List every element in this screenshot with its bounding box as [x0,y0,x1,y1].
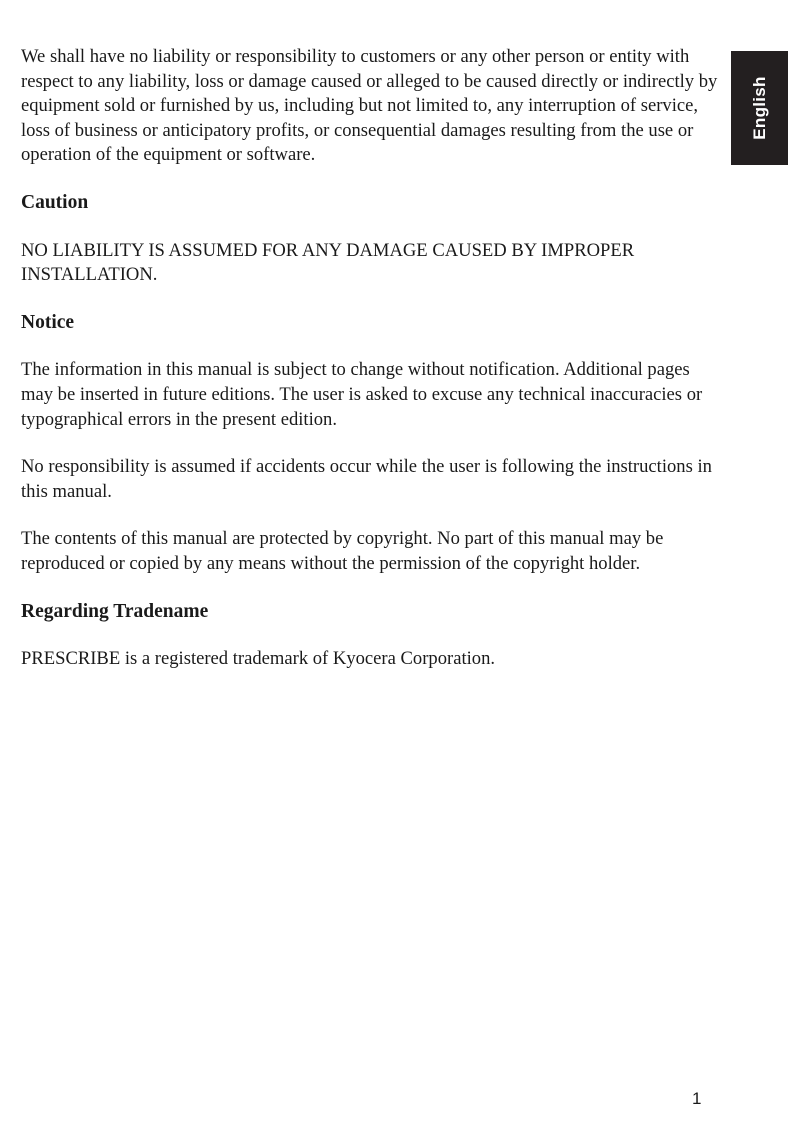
tradename-paragraph: PRESCRIBE is a registered trademark of Kyocera Corporation. [21,648,496,670]
caution-heading: Caution [21,191,89,213]
notice-paragraph-3: The contents of this manual are protected by copyright. No part of this manual may be reproduced or copied by any means without the permission of the copyright holder. [21,528,664,574]
tradename-heading: Regarding Tradename [21,600,209,622]
page-number: 1 [692,1089,702,1108]
notice-paragraph-2: No responsibility is assumed if accidents occur while the user is following the instructions in this manual. [21,456,712,502]
language-tab-label: English [749,76,769,140]
language-tab [731,51,788,165]
notice-heading: Notice [21,311,75,333]
document-body [21,45,721,695]
caution-paragraph: NO LIABILITY IS ASSUMED FOR ANY DAMAGE CAUSED BY IMPROPER INSTALLATION. [21,239,635,286]
liability-paragraph: We shall have no liability or responsibility to customers or any other person or entity with respect to any liability, loss or damage caused or alleged to be caused directly or indirectly by equipment sold or furnished by us, including but not limited to, any interruption of service, loss of business or anticipatory profits, or consequential damages resulting from the use or operation of the equipment or software. [21,46,718,166]
notice-paragraph-1: The information in this manual is subject to change without notification. Additional pages may be inserted in future editions. The user is asked to excuse any technical inaccuracies or typographical errors in the present edition. [21,359,703,430]
